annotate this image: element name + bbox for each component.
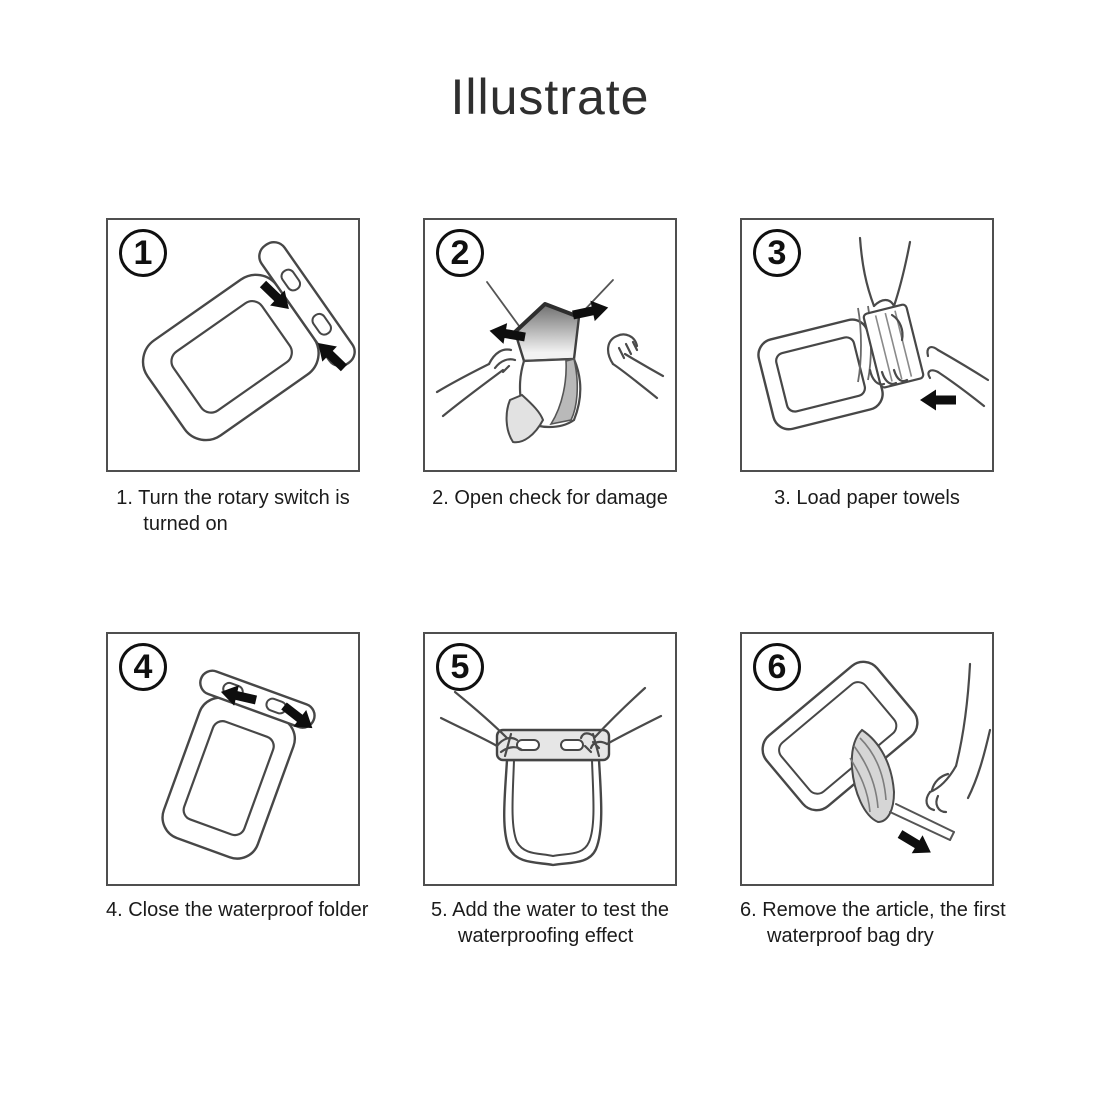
step-1-number-badge: [119, 229, 167, 277]
caption-line: turned on: [143, 513, 228, 535]
caption-line: 2. Open check for damage: [432, 487, 668, 509]
step-1-box: [106, 218, 360, 472]
step-4-number-badge: [119, 643, 167, 691]
step-3-box: [740, 218, 994, 472]
caption-line: 4. Close the waterproof folder: [106, 899, 369, 921]
step-number: 1: [133, 233, 153, 272]
step-3-number-badge: [753, 229, 801, 277]
right-hand-icon: [581, 688, 661, 756]
caption-line: waterproofing effect: [458, 925, 634, 947]
step-5-number-badge: [436, 643, 484, 691]
step-5-caption: [423, 886, 677, 949]
step-1-caption: [106, 472, 360, 632]
step-4-caption: [106, 886, 369, 949]
caption-line: 6. Remove the article, the first: [740, 899, 1006, 921]
right-hand-icon: [927, 664, 990, 812]
step-number: 2: [450, 233, 470, 272]
steps-grid: [0, 218, 1100, 949]
step-4-box: [106, 632, 360, 886]
step-number: 4: [133, 647, 153, 686]
step-number: 5: [450, 647, 470, 686]
step-number: 6: [767, 647, 787, 686]
step-2-caption: [423, 472, 677, 632]
page-title: Illustrate: [450, 69, 650, 125]
caption-line: waterproof bag dry: [767, 925, 934, 947]
right-hand-icon: [608, 334, 663, 398]
step-number: 3: [767, 233, 787, 272]
step-6-caption: [740, 886, 1006, 949]
step-5-box: [423, 632, 677, 886]
step-6-number-badge: [753, 643, 801, 691]
step-6-box: [740, 632, 994, 886]
caption-line: 3. Load paper towels: [774, 487, 960, 509]
arrow-icon: [920, 390, 956, 411]
caption-line: 5. Add the water to test the: [431, 899, 669, 921]
left-hand-icon: [437, 350, 515, 416]
step-2-box: [423, 218, 677, 472]
step-2-number-badge: [436, 229, 484, 277]
caption-line: 1. Turn the rotary switch is: [116, 487, 350, 509]
step-3-caption: [740, 472, 994, 632]
